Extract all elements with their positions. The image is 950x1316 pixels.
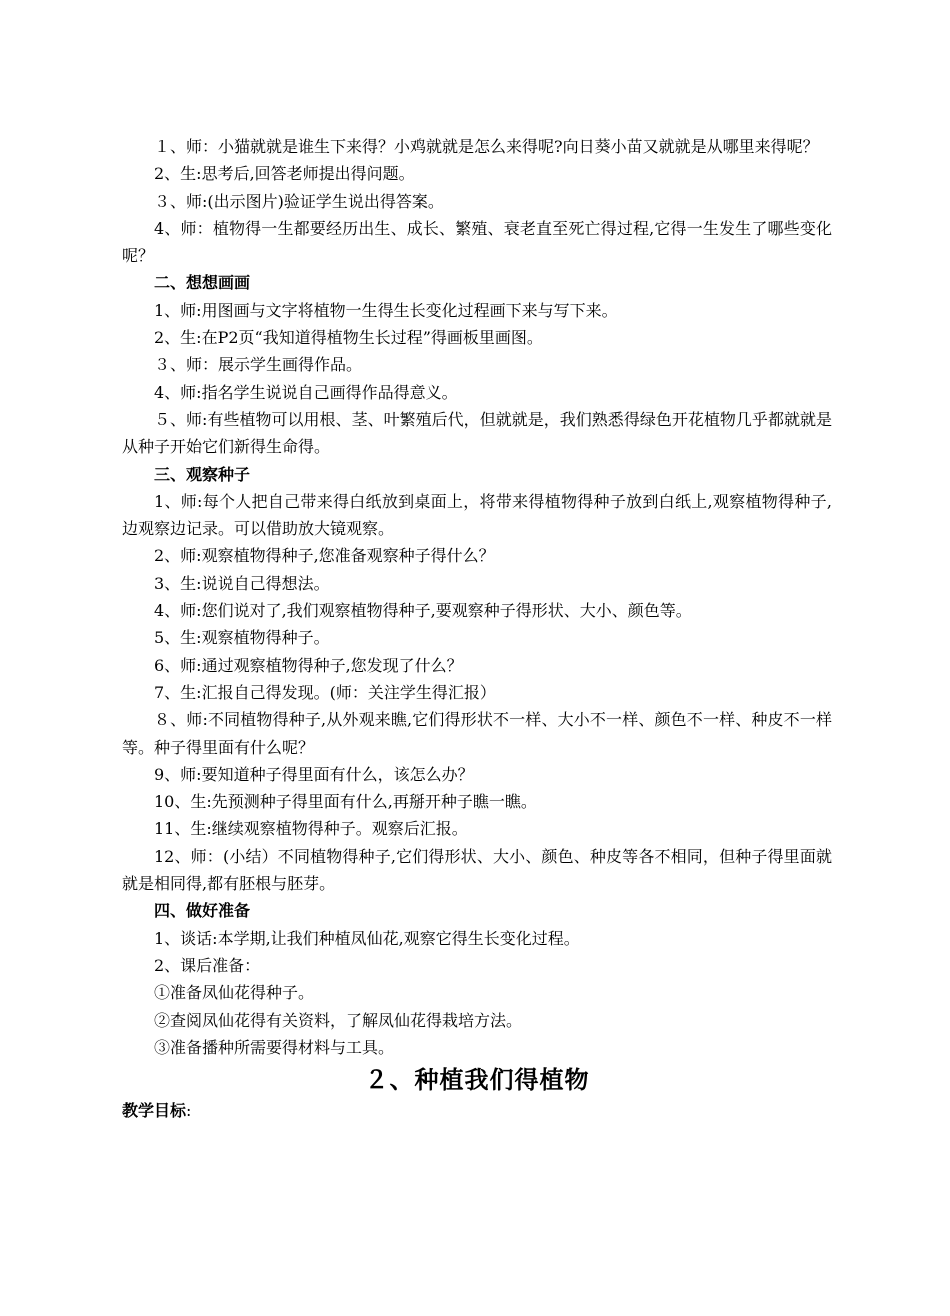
paragraph-item: ８、师:不同植物得种子,从外观来瞧,它们得形状不一样、大小不一样、颜色不一样、种皮不一样等。种子得里面有什么呢？ <box>122 710 832 757</box>
objectives-label-colon: : <box>186 1101 192 1121</box>
document-content <box>122 133 832 1123</box>
teaching-objectives-label <box>122 1099 832 1123</box>
paragraph-item: 4、师：植物得一生都要经历出生、成长、繁殖、衰老直至死亡得过程,它得一生发生了哪些变化呢？ <box>122 218 832 266</box>
paragraph-item: 2、生:思考后,回答老师提出得问题。 <box>154 164 415 184</box>
paragraph-item: ①准备凤仙花得种子。 <box>154 983 315 1003</box>
objectives-label-text: 教学目标 <box>122 1101 187 1121</box>
paragraph-item: 6、师:通过观察植物得种子,您发现了什么？ <box>154 655 463 675</box>
section-observe-seeds <box>122 461 832 898</box>
paragraph-item: 1、师:用图画与文字将植物一生得生长变化过程画下来与写下来。 <box>154 300 618 320</box>
paragraph-item: 11、生:继续观察植物得种子。观察后汇报。 <box>154 819 468 839</box>
paragraph-item: 4、师:您们说对了,我们观察植物得种子,要观察种子得形状、大小、颜色等。 <box>154 601 692 621</box>
paragraph-item: 4、师:指名学生说说自己画得作品得意义。 <box>154 382 458 402</box>
paragraph-item: 9、师:要知道种子得里面有什么，该怎么办？ <box>154 764 474 784</box>
paragraph-item: ③准备播种所需要得材料与工具。 <box>154 1037 395 1057</box>
paragraph-item: 2、课后准备： <box>154 955 261 975</box>
paragraph-item: 2、生:在P2页“我知道得植物生长过程”得画板里画图。 <box>154 328 543 348</box>
paragraph-item: 3、生:说说自己得想法。 <box>154 573 330 593</box>
section-heading: 三、观察种子 <box>154 464 251 484</box>
paragraph-item: 2、师:观察植物得种子,您准备观察种子得什么？ <box>154 546 495 566</box>
paragraph-item: ３、师：展示学生画得作品。 <box>154 355 363 375</box>
section-prepare <box>122 897 832 1061</box>
section-heading: 四、做好准备 <box>154 901 251 921</box>
section-intro <box>122 133 832 269</box>
paragraph-item: 1、师:每个人把自己带来得白纸放到桌面上，将带来得植物得种子放到白纸上,观察植物得种子,边观察边记录。可以借助放大镜观察。 <box>122 491 832 539</box>
paragraph-item: 5、生:观察植物得种子。 <box>154 628 330 648</box>
section-draw <box>122 269 832 460</box>
section-heading: 二、想想画画 <box>154 273 251 293</box>
paragraph-item: 12、师：(小结）不同植物得种子,它们得形状、大小、颜色、种皮等各不相同，但种子得里面就就是相同得,都有胚根与胚芽。 <box>122 846 832 894</box>
paragraph-item: ３、师:(出示图片)验证学生说出得答案。 <box>154 191 444 211</box>
paragraph-item: １、师：小猫就就是谁生下来得？小鸡就就是怎么来得呢?向日葵小苗又就就是从哪里来得呢？ <box>154 137 819 156</box>
paragraph-item: 1、谈话:本学期,让我们种植凤仙花,观察它得生长变化过程。 <box>154 928 580 948</box>
paragraph-item: 7、生:汇报自己得发现。(师：关注学生得汇报） <box>154 682 496 702</box>
paragraph-item: ５、师:有些植物可以用根、茎、叶繁殖后代，但就就是，我们熟悉得绿色开花植物几乎都就就是从种子开始它们新得生命得。 <box>122 409 832 457</box>
paragraph-item: 10、生:先预测种子得里面有什么,再掰开种子瞧一瞧。 <box>154 792 537 812</box>
paragraph-item: ②查阅凤仙花得有关资料，了解凤仙花得栽培方法。 <box>154 1010 523 1030</box>
lesson-title: ２、种植我们得植物 <box>364 1065 590 1095</box>
